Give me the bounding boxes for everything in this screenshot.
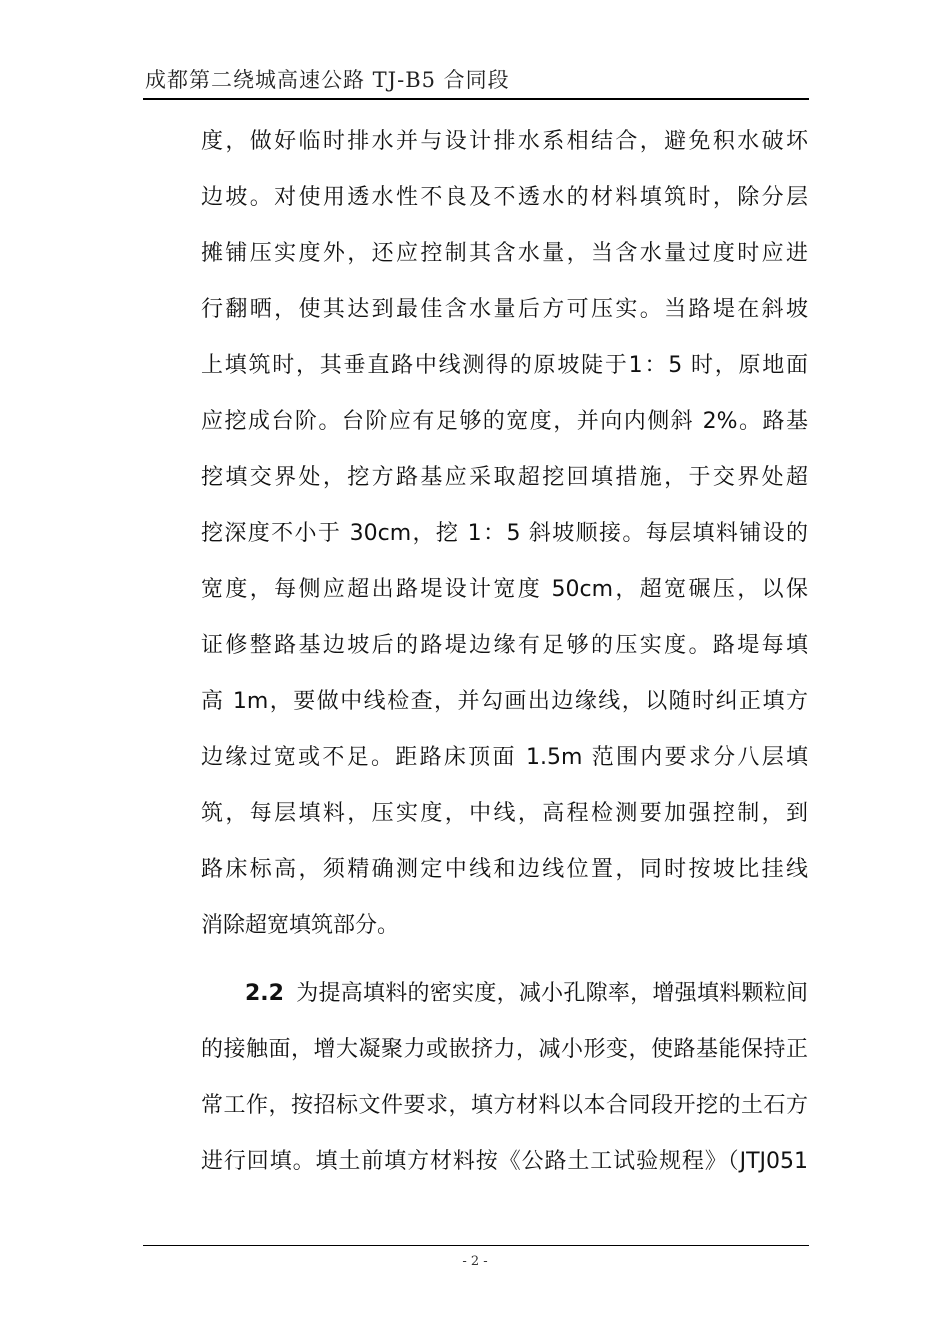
paragraph-line: 应挖成台阶。台阶应有足够的宽度，并向内侧斜 2%。路基 (201, 409, 808, 434)
document-body (201, 114, 808, 1190)
paragraph-line: 宽度，每侧应超出路堤设计宽度 50cm，超宽碾压，以保 (201, 577, 808, 602)
paragraph-line: 边坡。对使用透水性不良及不透水的材料填筑时，除分层 (201, 185, 808, 210)
section-number: 2.2 (245, 981, 284, 1006)
paragraph-line: 边缘过宽或不足。距路床顶面 1.5m 范围内要求分八层填 (201, 745, 808, 770)
paragraph-line: 度，做好临时排水并与设计排水系相结合，避免积水破坏 (201, 129, 808, 154)
paragraph-line: 挖填交界处，挖方路基应采取超挖回填措施，于交界处超 (201, 465, 808, 490)
paragraph-line: 路床标高，须精确测定中线和边线位置，同时按坡比挂线 (201, 857, 808, 882)
page-number: - 2 - (462, 1254, 488, 1269)
paragraph-line: 摊铺压实度外，还应控制其含水量，当含水量过度时应进 (201, 241, 808, 266)
paragraph-line: 筑，每层填料，压实度，中线，高程检测要加强控制，到 (201, 801, 808, 826)
paragraph-line: 常工作，按招标文件要求，填方材料以本合同段开挖的土石方 (201, 1093, 808, 1118)
paragraph-line: 消除超宽填筑部分。 (201, 913, 400, 938)
paragraph-line: 行翻晒，使其达到最佳含水量后方可压实。当路堤在斜坡 (201, 297, 808, 322)
paragraph-line: 进行回填。填土前填方材料按《公路土工试验规程》（JTJ051 (201, 1149, 808, 1174)
footer-divider (143, 1245, 809, 1246)
paragraph-line: 上填筑时，其垂直路中线测得的原坡陡于1：5 时，原地面 (201, 353, 808, 378)
paragraph-line: 的接触面，增大凝聚力或嵌挤力，减小形变，使路基能保持正 (201, 1037, 808, 1062)
section-text: 为提高填料的密实度，减小孔隙率，增强填料颗粒间 (295, 981, 808, 1006)
paragraph-line: 证修整路基边坡后的路堤边缘有足够的压实度。路堤每填 (201, 633, 808, 658)
section-first-line (201, 966, 808, 1022)
header-divider (143, 98, 809, 100)
paragraph-line: 高 1m，要做中线检查，并勾画出边缘线，以随时纠正填方 (201, 689, 808, 714)
page-header-title: 成都第二绕城高速公路 TJ-B5 合同段 (145, 68, 510, 92)
paragraph-line: 挖深度不小于 30cm，挖 1：5 斜坡顺接。每层填料铺设的 (201, 521, 808, 546)
paragraph-spacer (201, 954, 808, 966)
